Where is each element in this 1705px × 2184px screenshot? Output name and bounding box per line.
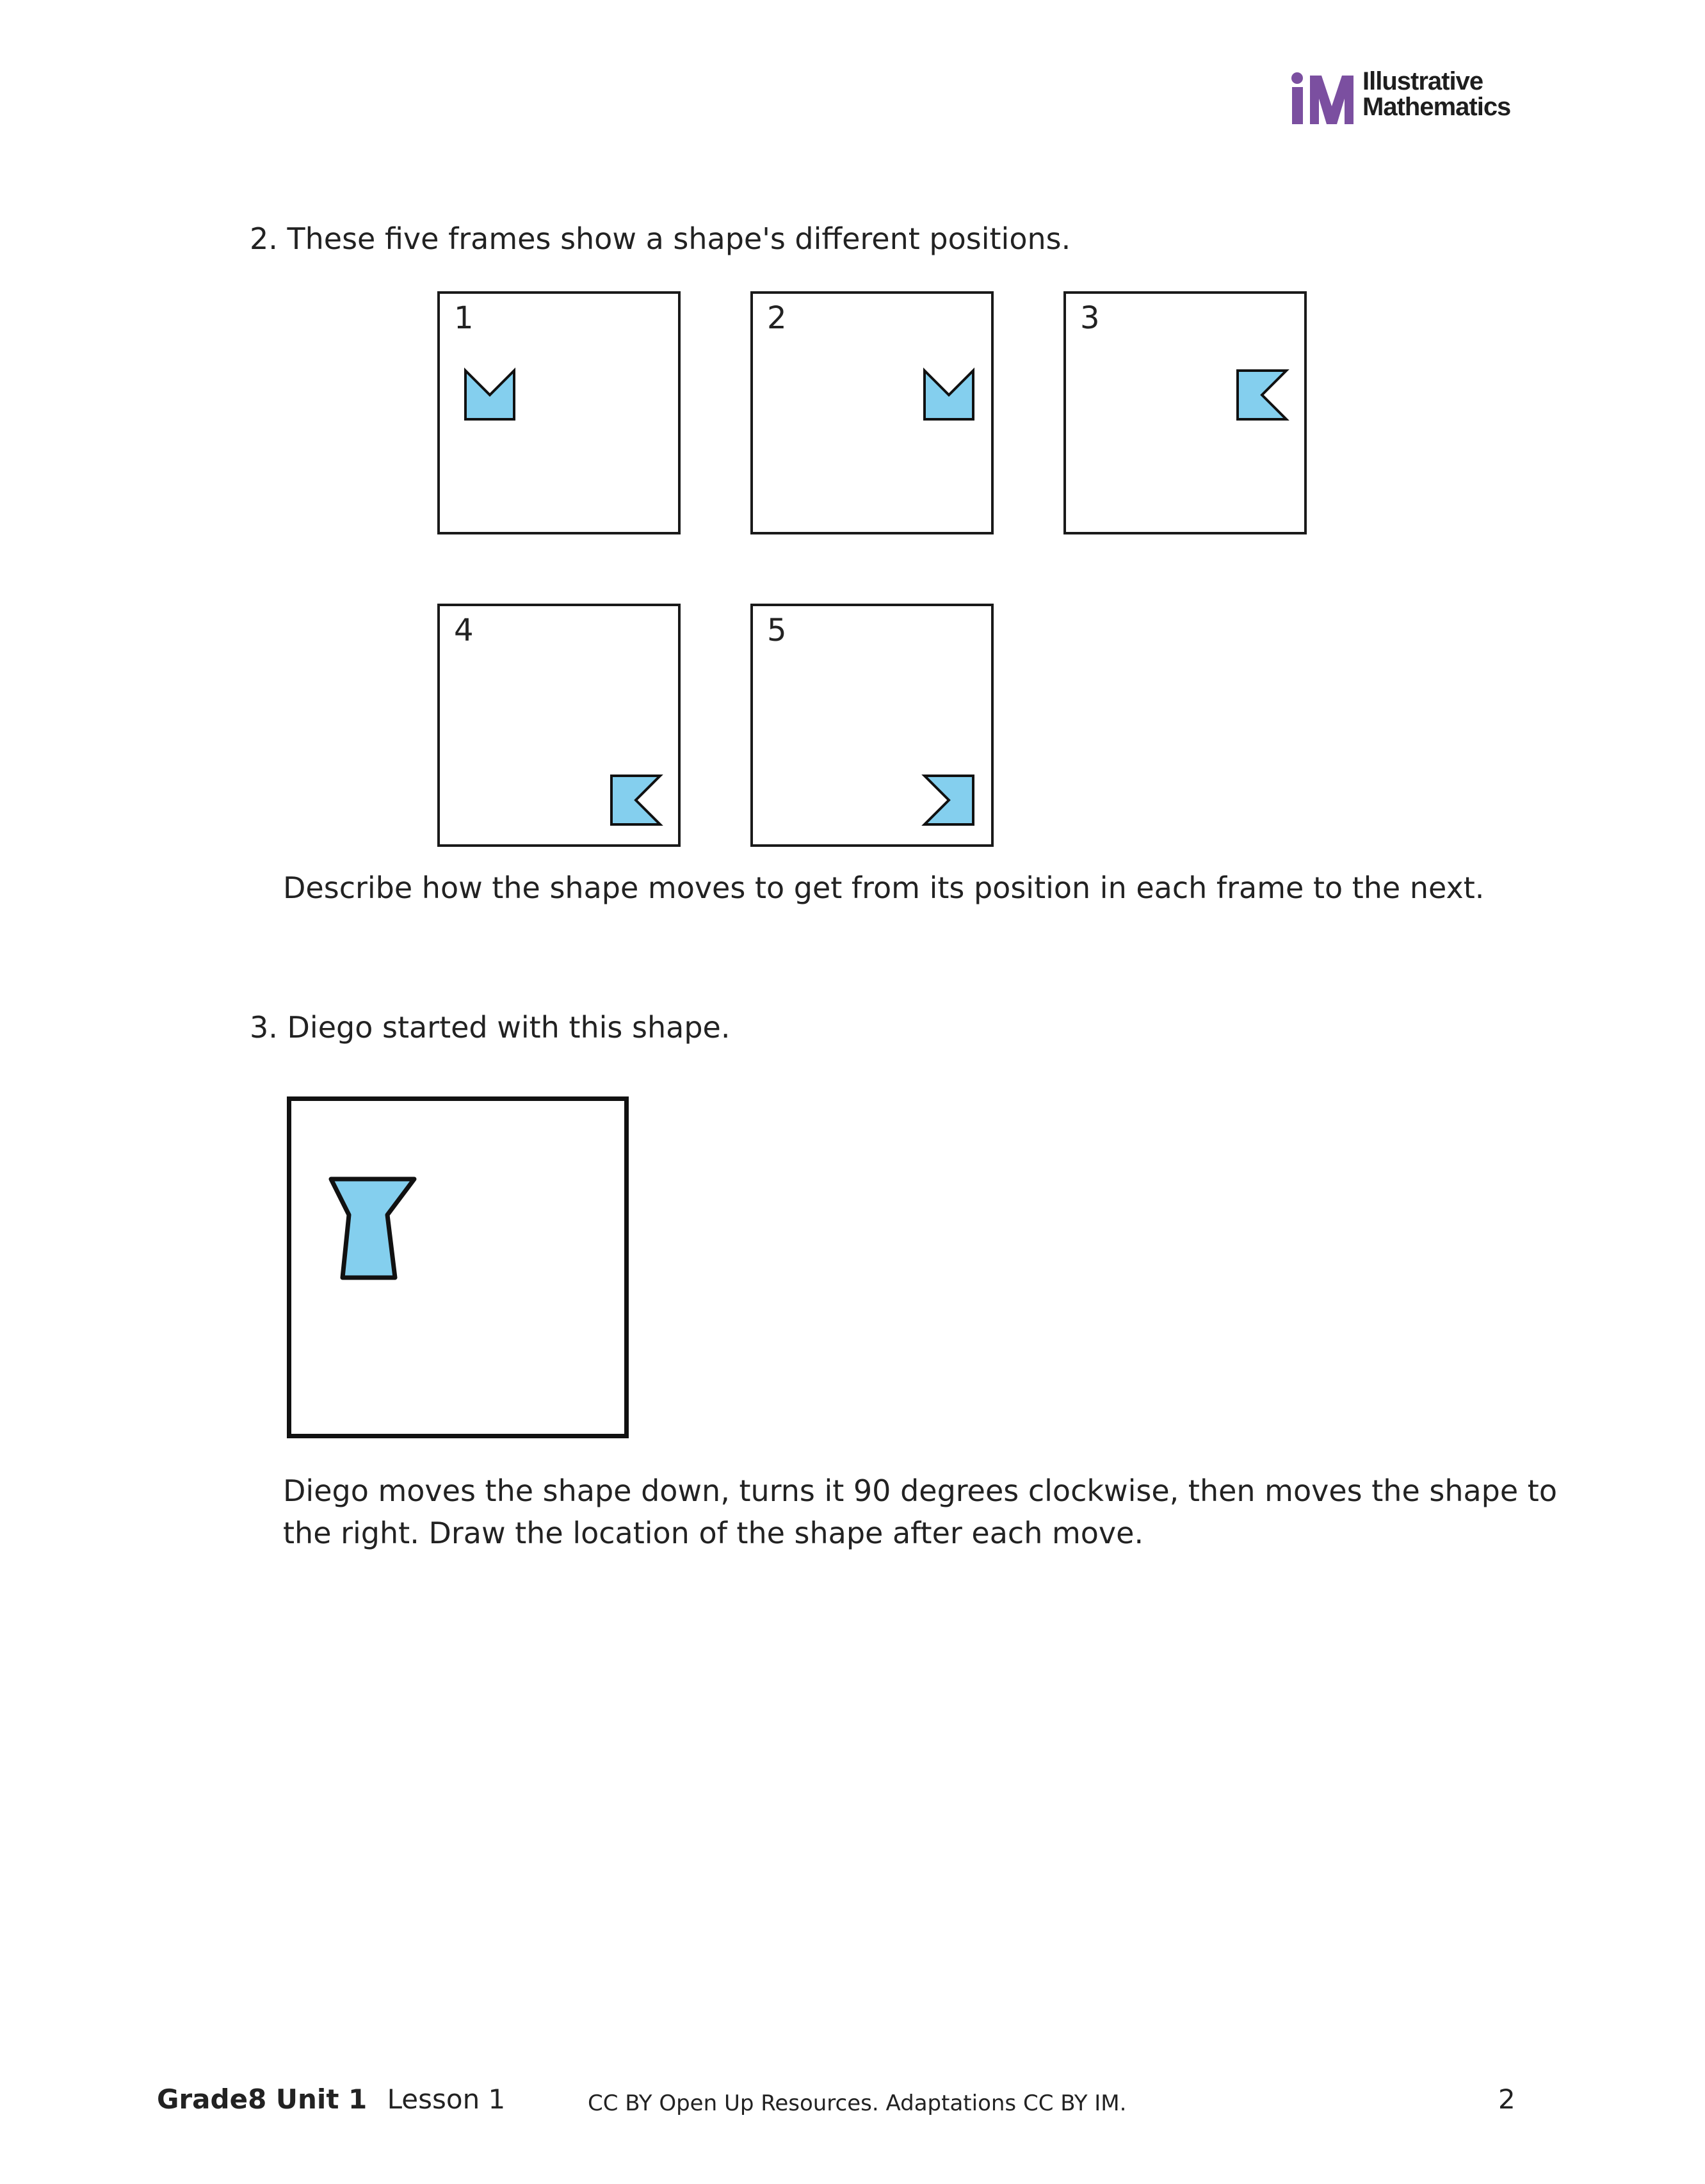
frame-number: 2 <box>767 300 787 336</box>
hourglass-shape <box>323 1171 426 1293</box>
frame-number: 4 <box>454 613 474 648</box>
logo-text <box>1362 68 1510 120</box>
frame-number: 1 <box>454 300 474 336</box>
flag-shape <box>1231 364 1295 428</box>
flag-shape <box>918 769 982 833</box>
logo-line-1: Illustrative <box>1362 67 1483 95</box>
instruction-line-1: Diego moves the shape down, turns it 90 degrees clockwise, then moves the shape to <box>283 1473 1557 1508</box>
question-3-instruction <box>283 1470 1557 1554</box>
frame-2 <box>750 291 994 534</box>
footer-license: CC BY Open Up Resources. Adaptations CC BY IM. <box>588 2091 1127 2116</box>
question-3-prompt: 3. Diego started with this shape. <box>250 1010 731 1045</box>
frame-3 <box>1063 291 1307 534</box>
instruction-line-2: the right. Draw the location of the shape after each move. <box>283 1516 1144 1550</box>
frame-4 <box>437 604 681 847</box>
im-logo-mark <box>1287 70 1357 128</box>
diego-frame <box>287 1096 629 1438</box>
flag-shape <box>918 364 982 428</box>
course-label: Grade8 Unit 1 <box>157 2084 368 2115</box>
illustrative-mathematics-logo <box>1287 67 1524 131</box>
question-2-instruction: Describe how the shape moves to get from its position in each frame to the next. <box>283 871 1485 905</box>
flag-shape <box>459 364 523 428</box>
logo-line-2: Mathematics <box>1362 93 1511 121</box>
page-number: 2 <box>1498 2084 1515 2115</box>
frame-number: 3 <box>1080 300 1100 336</box>
lesson-label: Lesson 1 <box>387 2084 506 2115</box>
question-2-prompt: 2. These five frames show a shape's different positions. <box>250 221 1071 256</box>
frame-1 <box>437 291 681 534</box>
frame-5 <box>750 604 994 847</box>
frame-number: 5 <box>767 613 787 648</box>
footer-course <box>157 2082 505 2117</box>
flag-shape <box>605 769 669 833</box>
